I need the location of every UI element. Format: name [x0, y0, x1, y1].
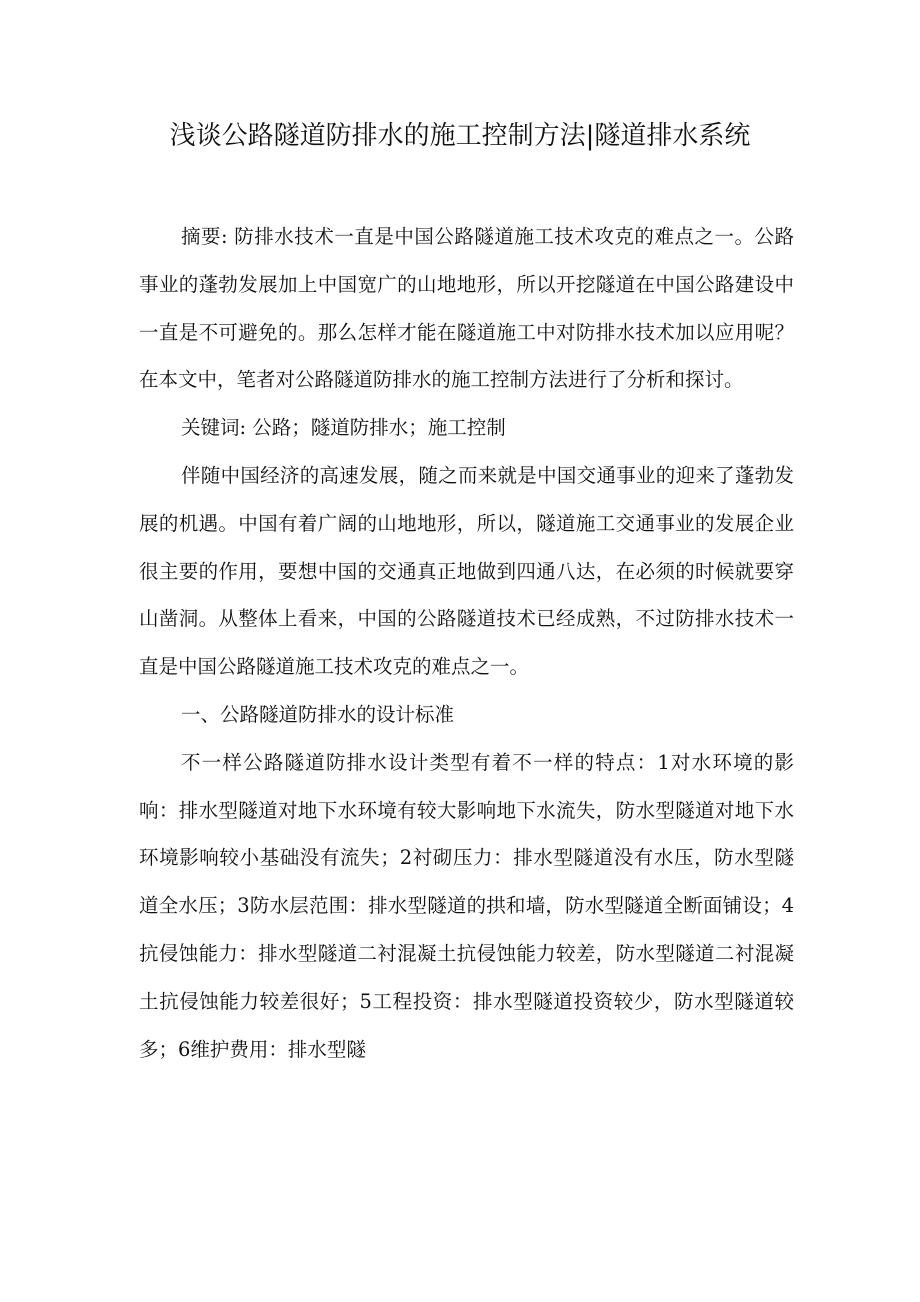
section-paragraph: 不一样公路隧道防排水设计类型有着不一样的特点：1对水环境的影响：排水型隧道对地下水环境有较大影响地下水流失，防水型隧道对地下水环境影响较小基础没有流失；2衬砌压力：排水型隧道没有水压，防水型隧道全水压；3防水层范围：排水型隧道的拱和墙，防水型隧道全断面铺设；4抗侵蚀能力：排水型隧道二衬混凝土抗侵蚀能力较差，防水型隧道二衬混凝土抗侵蚀能力较差很好；5工程投资：排水型隧道投资较少，防水型隧道较多；6维护费用：排水型隧	[139, 750, 794, 1061]
abstract-paragraph: 摘要: 防排水技术一直是中国公路隧道施工技术攻克的难点之一。公路事业的蓬勃发展加上中国宽广的山地地形，所以开挖隧道在中国公路建设中一直是不可避免的。那么怎样才能在隧道施工中对防排水技术加以应用呢？在本文中，笔者对公路隧道防排水的施工控制方法进行了分析和探讨。	[139, 225, 794, 392]
keywords-paragraph: 关键词: 公路；隧道防排水；施工控制	[181, 416, 506, 440]
section-heading: 一、公路隧道防排水的设计标准	[181, 702, 455, 726]
intro-paragraph: 伴随中国经济的高速发展，随之而来就是中国交通事业的迎来了蓬勃发展的机遇。中国有着广阔的山地地形，所以，隧道施工交通事业的发展企业很主要的作用，要想中国的交通真正地做到四通八达，在必须的时候就要穿山凿洞。从整体上看来，中国的公路隧道技术已经成熟，不过防排水技术一直是中国公路隧道施工技术攻克的难点之一。	[139, 463, 794, 679]
document-body	[139, 213, 794, 1073]
document-title: 浅谈公路隧道防排水的施工控制方法|隧道排水系统	[169, 121, 751, 151]
